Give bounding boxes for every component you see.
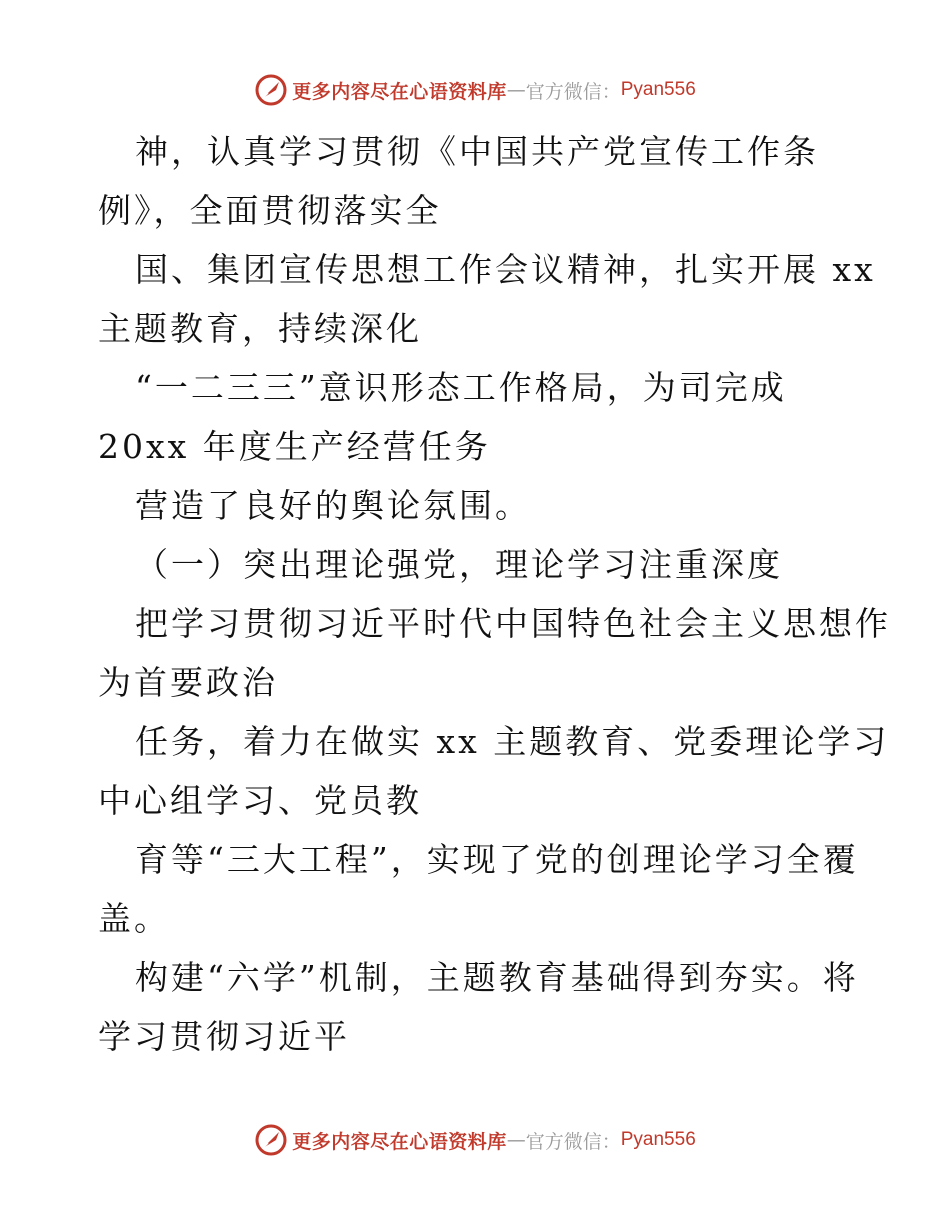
watermark-wechat-id: Pyan556	[620, 1129, 696, 1150]
text-line: 神，认真学习贯彻《中国共产党宣传工作条	[135, 132, 819, 171]
watermark-dash: —	[506, 79, 526, 101]
text-line: 国、集团宣传思想工作会议精神，扎实开展 xx	[135, 250, 876, 289]
watermark-official-label: 官方微信：	[525, 1130, 621, 1153]
text-line: 盖。	[98, 899, 170, 938]
text-line: 学习贯彻习近平	[98, 1017, 350, 1056]
text-line: 为首要政治	[98, 663, 278, 702]
document-body	[98, 122, 891, 1066]
text-line: 把学习贯彻习近平时代中国特色社会主义思想作	[135, 604, 891, 643]
watermark-wechat-id: Pyan556	[620, 79, 696, 100]
quill-logo-icon	[254, 73, 288, 107]
section-heading: （一）突出理论强党，理论学习注重深度	[135, 545, 783, 584]
watermark-dash: —	[506, 1129, 526, 1151]
text-line: 营造了良好的舆论氛围。	[135, 486, 531, 525]
footer-watermark	[0, 1120, 950, 1160]
text-line: “一二三三”意识形态工作格局，为司完成	[135, 368, 787, 407]
text-line: 构建“六学”机制，主题教育基础得到夯实。将	[135, 958, 859, 997]
text-line: 20xx 年度生产经营任务	[98, 427, 491, 466]
header-watermark	[0, 70, 950, 110]
text-line: 任务，着力在做实 xx 主题教育、党委理论学习	[135, 722, 890, 761]
text-line: 中心组学习、党员教	[98, 781, 422, 820]
text-line: 主题教育，持续深化	[98, 309, 422, 348]
watermark-official-label: 官方微信：	[525, 80, 621, 103]
quill-logo-icon	[254, 1123, 288, 1157]
text-line: 例》，全面贯彻落实全	[98, 191, 442, 230]
watermark-site-text: 更多内容尽在心语资料库	[292, 1130, 507, 1153]
watermark-site-text: 更多内容尽在心语资料库	[292, 80, 507, 103]
text-line: 育等“三大工程”，实现了党的创理论学习全覆	[135, 840, 859, 879]
